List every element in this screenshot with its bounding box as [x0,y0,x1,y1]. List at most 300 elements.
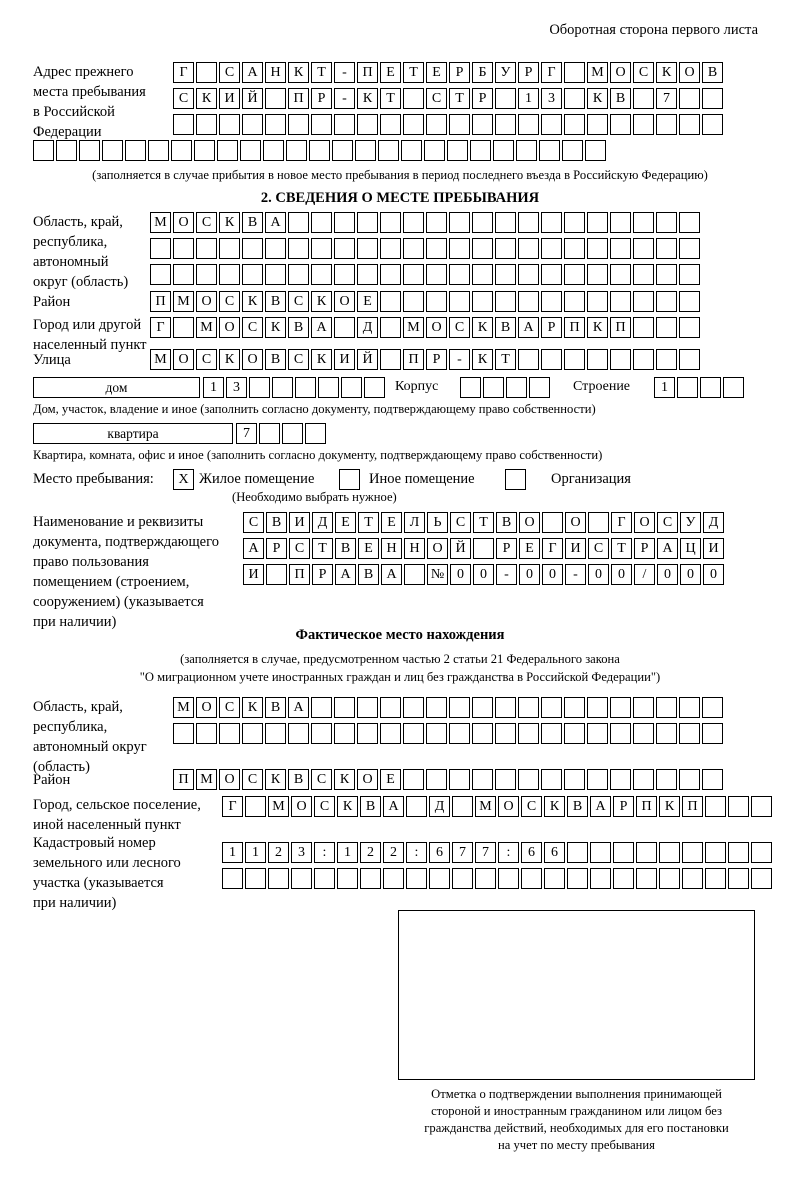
region-cell[interactable] [150,264,171,285]
prev-address-cell[interactable] [679,88,700,109]
document-cell[interactable] [542,512,563,533]
city-cell[interactable]: Р [541,317,562,338]
street-cell[interactable]: П [403,349,424,370]
document-cell[interactable]: Р [496,538,517,559]
document-cell[interactable]: Т [611,538,632,559]
district-cell[interactable]: О [334,291,355,312]
cadastral-cell[interactable] [682,842,703,863]
street-cell[interactable] [679,349,700,370]
region-cell[interactable] [242,264,263,285]
prev-address-cell[interactable] [288,114,309,135]
prev-address-cell[interactable]: Т [403,62,424,83]
house-cell[interactable]: 1 [203,377,224,398]
region-cell[interactable] [472,264,493,285]
prev-address-cell[interactable] [102,140,123,161]
document-cell[interactable]: Г [542,538,563,559]
actual-region-cell[interactable]: В [265,697,286,718]
district-cell[interactable] [518,291,539,312]
city-cell[interactable] [633,317,654,338]
region-cell[interactable] [449,264,470,285]
actual-city-cell[interactable]: М [475,796,496,817]
cadastral-row[interactable] [222,842,774,863]
actual-city-cell[interactable]: В [360,796,381,817]
actual-region-cell[interactable] [449,723,470,744]
document-cell[interactable]: И [565,538,586,559]
cadastral-cell[interactable] [659,842,680,863]
prev-address-cell[interactable]: К [587,88,608,109]
actual-district-cell[interactable]: С [311,769,332,790]
prev-address-cell[interactable]: Р [518,62,539,83]
actual-region-cell[interactable] [334,723,355,744]
region-cell[interactable] [173,264,194,285]
korpus-cell[interactable] [529,377,550,398]
house-cell[interactable]: 3 [226,377,247,398]
document-cell[interactable]: И [703,538,724,559]
actual-region-cell[interactable] [702,697,723,718]
prev-address-cell[interactable] [403,88,424,109]
street-cell[interactable] [564,349,585,370]
district-cell[interactable]: М [173,291,194,312]
cadastral-cell[interactable] [521,868,542,889]
street-cell[interactable]: Т [495,349,516,370]
actual-district-cell[interactable] [656,769,677,790]
district-cell[interactable] [656,291,677,312]
prev-address-cell[interactable] [401,140,422,161]
stroenie-cell[interactable] [677,377,698,398]
region-cell[interactable] [679,212,700,233]
document-cell[interactable]: / [634,564,655,585]
street-cell[interactable]: С [288,349,309,370]
actual-region-cell[interactable] [403,697,424,718]
cadastral-cell[interactable] [659,868,680,889]
prev-address-cell[interactable] [564,88,585,109]
document-cell[interactable]: А [243,538,264,559]
document-cell[interactable]: Ь [427,512,448,533]
actual-city-cell[interactable]: Р [613,796,634,817]
prev-address-cell[interactable] [633,114,654,135]
region-cell[interactable] [357,238,378,259]
prev-address-cell[interactable]: С [173,88,194,109]
district-cell[interactable] [633,291,654,312]
region-cell[interactable] [403,212,424,233]
actual-district-cell[interactable]: С [242,769,263,790]
actual-city-cell[interactable] [751,796,772,817]
document-cell[interactable]: - [565,564,586,585]
document-cell[interactable]: 0 [680,564,701,585]
cadastral-cell[interactable] [567,842,588,863]
cadastral-cell[interactable]: 1 [222,842,243,863]
region-cell[interactable] [610,212,631,233]
prev-address-cell[interactable] [585,140,606,161]
actual-region-cell[interactable] [196,723,217,744]
document-cell[interactable]: Ц [680,538,701,559]
cadastral-cell[interactable]: 3 [291,842,312,863]
prev-address-cell[interactable]: Н [265,62,286,83]
cadastral-cell[interactable] [705,868,726,889]
prev-address-cell[interactable]: Е [426,62,447,83]
place-type-checkbox-organization[interactable] [505,469,526,490]
actual-district-cell[interactable] [518,769,539,790]
document-cell[interactable]: Е [519,538,540,559]
region-cell[interactable] [564,264,585,285]
prev-address-cell[interactable]: Й [242,88,263,109]
district-cell[interactable] [449,291,470,312]
district-cell[interactable] [426,291,447,312]
district-cell[interactable]: П [150,291,171,312]
prev-address-cell[interactable] [56,140,77,161]
prev-address-cell[interactable]: 1 [518,88,539,109]
street-cell[interactable] [587,349,608,370]
cadastral-cell[interactable]: 2 [268,842,289,863]
district-cell[interactable]: С [219,291,240,312]
actual-district-cell[interactable]: В [288,769,309,790]
actual-city-cell[interactable]: Г [222,796,243,817]
actual-region-cell[interactable] [564,697,585,718]
cadastral-cell[interactable] [590,842,611,863]
region-cell[interactable] [495,238,516,259]
actual-region-cell[interactable] [265,723,286,744]
prev-address-cell[interactable] [125,140,146,161]
document-cell[interactable]: С [657,512,678,533]
region-cell[interactable] [380,264,401,285]
actual-region-cell[interactable] [472,723,493,744]
region-cell[interactable] [311,264,332,285]
actual-region-cell[interactable] [702,723,723,744]
document-cell[interactable]: П [289,564,310,585]
document-cell[interactable]: А [381,564,402,585]
region-cell[interactable] [380,238,401,259]
region-cell[interactable] [403,238,424,259]
document-cell[interactable]: Е [358,538,379,559]
prev-address-cell[interactable]: 3 [541,88,562,109]
region-cell[interactable] [495,212,516,233]
cadastral-cell[interactable] [475,868,496,889]
region-cell[interactable] [518,238,539,259]
actual-region-cell[interactable] [219,723,240,744]
actual-district-cell[interactable] [564,769,585,790]
actual-city-cell[interactable]: А [590,796,611,817]
prev-address-cell[interactable] [426,114,447,135]
prev-address-cell[interactable] [242,114,263,135]
prev-address-cell[interactable] [240,140,261,161]
document-cell[interactable]: Т [473,512,494,533]
region-cell[interactable] [472,212,493,233]
region-cell[interactable]: А [265,212,286,233]
prev-address-cell[interactable]: Т [311,62,332,83]
prev-address-cell[interactable] [702,114,723,135]
prev-address-cell[interactable] [380,114,401,135]
street-cell[interactable] [633,349,654,370]
korpus-cell[interactable] [483,377,504,398]
region-cell[interactable] [656,238,677,259]
region-cell[interactable] [679,238,700,259]
prev-address-cell[interactable] [518,114,539,135]
cadastral-cell[interactable]: 6 [521,842,542,863]
actual-district-cell[interactable] [610,769,631,790]
actual-region-cell[interactable] [380,697,401,718]
city-cell[interactable]: К [265,317,286,338]
actual-district-cell[interactable] [495,769,516,790]
prev-address-cell[interactable] [679,114,700,135]
cadastral-cell[interactable] [682,868,703,889]
prev-address-cell[interactable] [196,62,217,83]
region-cell[interactable] [265,264,286,285]
cadastral-cell[interactable] [751,868,772,889]
document-cell[interactable]: У [680,512,701,533]
region-cell[interactable]: М [150,212,171,233]
region-cell[interactable] [173,238,194,259]
cadastral-cell[interactable] [728,842,749,863]
region-cell[interactable] [334,238,355,259]
region-cell[interactable] [449,238,470,259]
region-cell[interactable] [288,238,309,259]
actual-district-cell[interactable] [702,769,723,790]
region-cell[interactable] [518,212,539,233]
document-cell[interactable]: Р [312,564,333,585]
actual-region-cell[interactable] [679,723,700,744]
actual-district-cell[interactable] [587,769,608,790]
street-cell[interactable]: К [311,349,332,370]
region-cell[interactable] [656,212,677,233]
document-cell[interactable] [266,564,287,585]
document-cell[interactable]: 0 [473,564,494,585]
region-cell[interactable] [219,238,240,259]
prev-address-cell[interactable] [378,140,399,161]
city-cell[interactable]: Г [150,317,171,338]
document-cell[interactable] [588,512,609,533]
korpus-cell[interactable] [506,377,527,398]
prev-address-cell[interactable]: Е [380,62,401,83]
cadastral-cell[interactable] [360,868,381,889]
street-cell[interactable] [380,349,401,370]
city-cell[interactable]: О [426,317,447,338]
stroenie-cell[interactable] [723,377,744,398]
prev-address-cell[interactable] [702,88,723,109]
prev-address-cell[interactable]: В [610,88,631,109]
cadastral-cell[interactable]: 7 [475,842,496,863]
region-cell[interactable]: В [242,212,263,233]
document-cell[interactable]: Е [381,512,402,533]
prev-address-cell[interactable] [403,114,424,135]
prev-address-cell[interactable] [539,140,560,161]
region-cell[interactable] [311,238,332,259]
city-cell[interactable]: В [288,317,309,338]
prev-address-cell[interactable]: И [219,88,240,109]
document-cell[interactable]: О [634,512,655,533]
cadastral-cell[interactable] [383,868,404,889]
cadastral-cell[interactable] [452,868,473,889]
street-row[interactable] [150,349,702,370]
region-cell[interactable] [541,212,562,233]
cadastral-cell[interactable] [222,868,243,889]
prev-address-cell[interactable]: 7 [656,88,677,109]
region-cell[interactable] [587,238,608,259]
city-cell[interactable]: М [403,317,424,338]
prev-address-row[interactable] [173,62,725,83]
cadastral-cell[interactable]: 6 [429,842,450,863]
actual-region-cell[interactable] [679,697,700,718]
region-cell[interactable] [334,264,355,285]
actual-region-cell[interactable]: К [242,697,263,718]
actual-region-cell[interactable] [357,697,378,718]
document-cell[interactable]: 0 [588,564,609,585]
cadastral-row[interactable] [222,868,774,889]
actual-district-cell[interactable]: П [173,769,194,790]
document-cell[interactable]: О [427,538,448,559]
actual-city-cell[interactable] [705,796,726,817]
flat-cell[interactable] [259,423,280,444]
prev-address-cell[interactable] [309,140,330,161]
document-cell[interactable]: В [335,538,356,559]
district-cell[interactable] [564,291,585,312]
cadastral-cell[interactable]: : [314,842,335,863]
prev-address-cell[interactable]: Т [380,88,401,109]
actual-region-cell[interactable] [541,697,562,718]
prev-address-cell[interactable]: К [288,62,309,83]
region-cell[interactable] [633,264,654,285]
region-cell[interactable] [357,264,378,285]
stamp-box[interactable] [398,910,755,1080]
cadastral-cell[interactable]: 2 [360,842,381,863]
district-cell[interactable]: О [196,291,217,312]
korpus-cell[interactable] [460,377,481,398]
actual-region-cell[interactable] [587,723,608,744]
flat-cells[interactable] [236,423,328,444]
city-cell[interactable]: П [564,317,585,338]
actual-region-cell[interactable]: М [173,697,194,718]
district-cell[interactable]: Е [357,291,378,312]
prev-address-cell[interactable] [449,114,470,135]
prev-address-cell[interactable] [173,114,194,135]
stroenie-cell[interactable]: 1 [654,377,675,398]
prev-address-cell[interactable] [355,140,376,161]
region-cell[interactable] [288,212,309,233]
prev-address-cell[interactable] [541,114,562,135]
region-cell[interactable] [587,264,608,285]
region-cell[interactable] [265,238,286,259]
actual-region-cell[interactable] [449,697,470,718]
district-cell[interactable] [541,291,562,312]
region-row[interactable] [150,212,702,233]
prev-address-cell[interactable]: А [242,62,263,83]
house-cell[interactable] [249,377,270,398]
document-cell[interactable]: С [588,538,609,559]
city-cell[interactable]: А [311,317,332,338]
city-cell[interactable] [334,317,355,338]
document-cell[interactable]: Г [611,512,632,533]
street-cell[interactable] [610,349,631,370]
prev-address-cell[interactable] [564,62,585,83]
city-cell[interactable]: А [518,317,539,338]
prev-address-cell[interactable] [656,114,677,135]
region-cell[interactable] [242,238,263,259]
document-cell[interactable]: 0 [519,564,540,585]
street-cell[interactable]: В [265,349,286,370]
region-cell[interactable] [449,212,470,233]
actual-city-cell[interactable]: К [337,796,358,817]
actual-district-cell[interactable] [633,769,654,790]
document-cell[interactable]: Т [312,538,333,559]
region-cell[interactable] [495,264,516,285]
document-cell[interactable]: 0 [611,564,632,585]
prev-address-cell[interactable] [633,88,654,109]
street-cell[interactable] [656,349,677,370]
prev-address-cell[interactable] [286,140,307,161]
region-cell[interactable] [633,212,654,233]
actual-district-cell[interactable]: О [357,769,378,790]
document-cell[interactable]: Й [450,538,471,559]
prev-address-cell[interactable]: С [219,62,240,83]
prev-address-cell[interactable] [311,114,332,135]
district-row[interactable] [150,291,702,312]
prev-address-cell[interactable]: В [702,62,723,83]
document-cell[interactable]: Д [703,512,724,533]
region-cell[interactable] [380,212,401,233]
house-cells[interactable] [203,377,387,398]
cadastral-cell[interactable] [613,868,634,889]
flat-cell[interactable] [305,423,326,444]
cadastral-cell[interactable] [544,868,565,889]
prev-address-cell[interactable]: С [633,62,654,83]
cadastral-cell[interactable] [337,868,358,889]
actual-district-cell[interactable] [449,769,470,790]
actual-region-cell[interactable] [495,723,516,744]
city-cell[interactable]: К [587,317,608,338]
cadastral-cell[interactable] [613,842,634,863]
city-cell[interactable] [679,317,700,338]
actual-region-cell[interactable] [311,723,332,744]
prev-address-cell[interactable] [357,114,378,135]
prev-address-cell[interactable]: Г [173,62,194,83]
region-cell[interactable] [196,264,217,285]
document-cell[interactable]: 0 [657,564,678,585]
actual-district-cell[interactable]: Е [380,769,401,790]
actual-city-cell[interactable]: М [268,796,289,817]
city-cell[interactable]: С [449,317,470,338]
actual-district-row[interactable] [173,769,725,790]
region-cell[interactable]: К [219,212,240,233]
prev-address-cell[interactable]: К [357,88,378,109]
cadastral-cell[interactable]: 7 [452,842,473,863]
actual-region-cell[interactable] [656,697,677,718]
document-cell[interactable]: № [427,564,448,585]
prev-address-cell[interactable]: Г [541,62,562,83]
cadastral-cell[interactable] [751,842,772,863]
document-cell[interactable]: О [565,512,586,533]
region-cell[interactable] [334,212,355,233]
city-cell[interactable]: О [219,317,240,338]
document-row[interactable] [243,564,726,585]
city-cell[interactable] [656,317,677,338]
street-cell[interactable] [541,349,562,370]
actual-region-cell[interactable] [173,723,194,744]
prev-address-cell[interactable] [79,140,100,161]
cadastral-cell[interactable] [636,842,657,863]
actual-district-cell[interactable] [679,769,700,790]
region-cell[interactable]: О [173,212,194,233]
street-cell[interactable]: О [173,349,194,370]
actual-region-cell[interactable]: О [196,697,217,718]
district-cell[interactable]: В [265,291,286,312]
region-cell[interactable] [357,212,378,233]
actual-region-cell[interactable] [633,723,654,744]
actual-city-cell[interactable]: С [314,796,335,817]
region-cell[interactable] [311,212,332,233]
region-cell[interactable] [633,238,654,259]
region-cell[interactable] [564,238,585,259]
district-cell[interactable] [380,291,401,312]
street-cell[interactable]: Й [357,349,378,370]
